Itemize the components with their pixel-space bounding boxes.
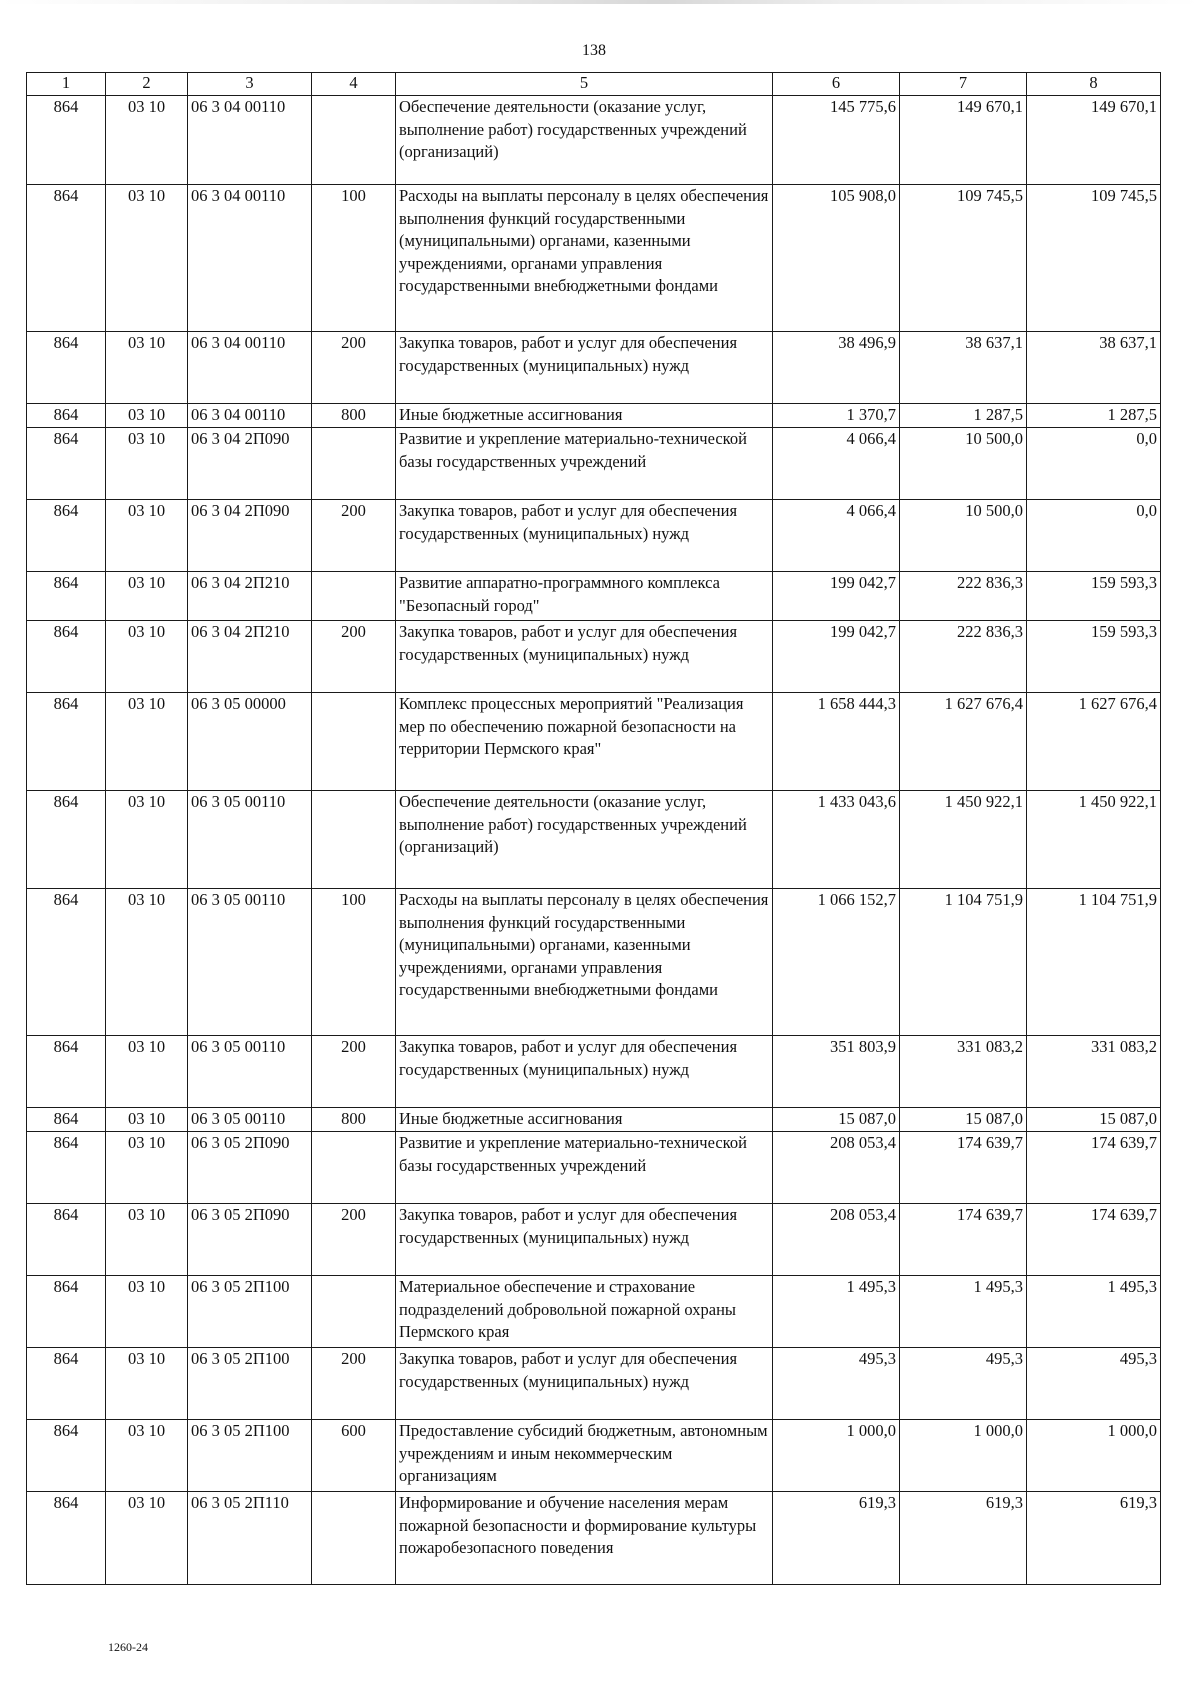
admin-code-cell: 864	[27, 572, 106, 621]
amount-col8-cell: 1 287,5	[1027, 404, 1161, 428]
admin-code-cell: 864	[27, 1036, 106, 1108]
amount-col6-cell: 4 066,4	[773, 500, 900, 572]
amount-col7-cell: 109 745,5	[900, 185, 1027, 332]
amount-col6-cell: 619,3	[773, 1492, 900, 1585]
table-row	[27, 1492, 1161, 1585]
expense-type-cell	[312, 791, 396, 889]
amount-col8-cell: 174 639,7	[1027, 1204, 1161, 1276]
expense-type-cell	[312, 572, 396, 621]
admin-code-cell: 864	[27, 404, 106, 428]
table-row	[27, 428, 1161, 500]
section-code-cell: 03 10	[106, 1348, 188, 1420]
section-code-cell: 03 10	[106, 621, 188, 693]
amount-col7-cell: 331 083,2	[900, 1036, 1027, 1108]
table-row	[27, 1108, 1161, 1132]
amount-col6-cell: 208 053,4	[773, 1204, 900, 1276]
name-cell: Иные бюджетные ассигнования	[396, 1108, 773, 1132]
amount-col8-cell: 1 495,3	[1027, 1276, 1161, 1348]
expense-type-cell: 100	[312, 889, 396, 1036]
amount-col7-cell: 1 104 751,9	[900, 889, 1027, 1036]
target-article-cell: 06 3 05 00110	[188, 889, 312, 1036]
table-row	[27, 889, 1161, 1036]
target-article-cell: 06 3 05 2П100	[188, 1420, 312, 1492]
amount-col7-cell: 174 639,7	[900, 1132, 1027, 1204]
admin-code-cell: 864	[27, 1108, 106, 1132]
target-article-cell: 06 3 04 2П210	[188, 572, 312, 621]
target-article-cell: 06 3 04 2П090	[188, 500, 312, 572]
amount-col6-cell: 1 658 444,3	[773, 693, 900, 791]
admin-code-cell: 864	[27, 185, 106, 332]
table-row	[27, 791, 1161, 889]
section-code-cell: 03 10	[106, 1492, 188, 1585]
amount-col6-cell: 1 433 043,6	[773, 791, 900, 889]
expense-type-cell: 200	[312, 500, 396, 572]
admin-code-cell: 864	[27, 1132, 106, 1204]
amount-col6-cell: 105 908,0	[773, 185, 900, 332]
section-code-cell: 03 10	[106, 1036, 188, 1108]
target-article-cell: 06 3 04 00110	[188, 185, 312, 332]
section-code-cell: 03 10	[106, 500, 188, 572]
amount-col6-cell: 15 087,0	[773, 1108, 900, 1132]
table-row	[27, 1204, 1161, 1276]
amount-col8-cell: 0,0	[1027, 428, 1161, 500]
admin-code-cell: 864	[27, 428, 106, 500]
target-article-cell: 06 3 05 00000	[188, 693, 312, 791]
name-cell: Закупка товаров, работ и услуг для обеспечения государственных (муниципальных) нужд	[396, 1036, 773, 1108]
amount-col8-cell: 15 087,0	[1027, 1108, 1161, 1132]
amount-col7-cell: 222 836,3	[900, 572, 1027, 621]
amount-col8-cell: 619,3	[1027, 1492, 1161, 1585]
scan-edge-artifact	[0, 0, 1200, 4]
expense-type-cell	[312, 96, 396, 185]
column-header-6: 6	[773, 73, 900, 96]
name-cell: Закупка товаров, работ и услуг для обеспечения государственных (муниципальных) нужд	[396, 1204, 773, 1276]
section-code-cell: 03 10	[106, 791, 188, 889]
name-cell: Закупка товаров, работ и услуг для обеспечения государственных (муниципальных) нужд	[396, 500, 773, 572]
column-header-4: 4	[312, 73, 396, 96]
target-article-cell: 06 3 05 2П110	[188, 1492, 312, 1585]
expense-type-cell	[312, 1276, 396, 1348]
amount-col6-cell: 351 803,9	[773, 1036, 900, 1108]
expense-type-cell: 200	[312, 621, 396, 693]
admin-code-cell: 864	[27, 621, 106, 693]
table-row	[27, 1036, 1161, 1108]
target-article-cell: 06 3 04 2П210	[188, 621, 312, 693]
amount-col6-cell: 1 000,0	[773, 1420, 900, 1492]
amount-col6-cell: 1 495,3	[773, 1276, 900, 1348]
table-row	[27, 1420, 1161, 1492]
table-row	[27, 1132, 1161, 1204]
expense-type-cell	[312, 428, 396, 500]
table-row	[27, 1276, 1161, 1348]
amount-col6-cell: 38 496,9	[773, 332, 900, 404]
section-code-cell: 03 10	[106, 1276, 188, 1348]
amount-col6-cell: 1 066 152,7	[773, 889, 900, 1036]
name-cell: Иные бюджетные ассигнования	[396, 404, 773, 428]
table-row	[27, 332, 1161, 404]
section-code-cell: 03 10	[106, 1108, 188, 1132]
section-code-cell: 03 10	[106, 693, 188, 791]
amount-col7-cell: 222 836,3	[900, 621, 1027, 693]
amount-col7-cell: 1 495,3	[900, 1276, 1027, 1348]
section-code-cell: 03 10	[106, 96, 188, 185]
amount-col8-cell: 38 637,1	[1027, 332, 1161, 404]
amount-col7-cell: 1 627 676,4	[900, 693, 1027, 791]
table-row	[27, 1348, 1161, 1420]
name-cell: Предоставление субсидий бюджетным, автономным учреждениям и иным некоммерческим организациям	[396, 1420, 773, 1492]
expense-type-cell: 200	[312, 1348, 396, 1420]
amount-col8-cell: 149 670,1	[1027, 96, 1161, 185]
table-row	[27, 404, 1161, 428]
amount-col6-cell: 495,3	[773, 1348, 900, 1420]
admin-code-cell: 864	[27, 1204, 106, 1276]
admin-code-cell: 864	[27, 1492, 106, 1585]
section-code-cell: 03 10	[106, 185, 188, 332]
name-cell: Обеспечение деятельности (оказание услуг, выполнение работ) государственных учреждений (организаций)	[396, 96, 773, 185]
admin-code-cell: 864	[27, 332, 106, 404]
amount-col7-cell: 495,3	[900, 1348, 1027, 1420]
amount-col8-cell: 159 593,3	[1027, 621, 1161, 693]
table-row	[27, 572, 1161, 621]
expense-type-cell: 100	[312, 185, 396, 332]
target-article-cell: 06 3 04 00110	[188, 96, 312, 185]
amount-col8-cell: 174 639,7	[1027, 1132, 1161, 1204]
target-article-cell: 06 3 05 00110	[188, 1108, 312, 1132]
section-code-cell: 03 10	[106, 889, 188, 1036]
section-code-cell: 03 10	[106, 1420, 188, 1492]
column-header-2: 2	[106, 73, 188, 96]
amount-col6-cell: 199 042,7	[773, 572, 900, 621]
document-code: 1260-24	[108, 1640, 148, 1654]
expense-type-cell	[312, 1132, 396, 1204]
expense-type-cell: 600	[312, 1420, 396, 1492]
amount-col8-cell: 0,0	[1027, 500, 1161, 572]
admin-code-cell: 864	[27, 889, 106, 1036]
column-header-5: 5	[396, 73, 773, 96]
table-row	[27, 185, 1161, 332]
amount-col7-cell: 10 500,0	[900, 500, 1027, 572]
table-row	[27, 621, 1161, 693]
target-article-cell: 06 3 04 00110	[188, 404, 312, 428]
page-number: 138	[582, 42, 606, 59]
amount-col7-cell: 1 287,5	[900, 404, 1027, 428]
target-article-cell: 06 3 05 2П090	[188, 1204, 312, 1276]
amount-col8-cell: 1 450 922,1	[1027, 791, 1161, 889]
table-row	[27, 500, 1161, 572]
target-article-cell: 06 3 05 00110	[188, 791, 312, 889]
name-cell: Расходы на выплаты персоналу в целях обеспечения выполнения функций государственными (муниципальными) органами, казенными учреждениями, органами управления государственными внебюджетными фондами	[396, 889, 773, 1036]
amount-col8-cell: 109 745,5	[1027, 185, 1161, 332]
amount-col7-cell: 149 670,1	[900, 96, 1027, 185]
name-cell: Расходы на выплаты персоналу в целях обеспечения выполнения функций государственными (муниципальными) органами, казенными учреждениями, органами управления государственными внебюджетными фондами	[396, 185, 773, 332]
name-cell: Развитие и укрепление материально-технической базы государственных учреждений	[396, 428, 773, 500]
column-header-8: 8	[1027, 73, 1161, 96]
expense-type-cell: 200	[312, 1036, 396, 1108]
amount-col7-cell: 15 087,0	[900, 1108, 1027, 1132]
name-cell: Обеспечение деятельности (оказание услуг, выполнение работ) государственных учреждений (организаций)	[396, 791, 773, 889]
target-article-cell: 06 3 04 00110	[188, 332, 312, 404]
amount-col8-cell: 1 000,0	[1027, 1420, 1161, 1492]
budget-table	[26, 72, 1161, 1585]
expense-type-cell: 200	[312, 332, 396, 404]
name-cell: Развитие аппаратно-программного комплекса "Безопасный город"	[396, 572, 773, 621]
name-cell: Комплекс процессных мероприятий "Реализация мер по обеспечению пожарной безопасности на территории Пермского края"	[396, 693, 773, 791]
name-cell: Закупка товаров, работ и услуг для обеспечения государственных (муниципальных) нужд	[396, 621, 773, 693]
name-cell: Закупка товаров, работ и услуг для обеспечения государственных (муниципальных) нужд	[396, 332, 773, 404]
section-code-cell: 03 10	[106, 1132, 188, 1204]
expense-type-cell	[312, 1492, 396, 1585]
section-code-cell: 03 10	[106, 572, 188, 621]
expense-type-cell: 200	[312, 1204, 396, 1276]
column-header-7: 7	[900, 73, 1027, 96]
target-article-cell: 06 3 05 2П100	[188, 1348, 312, 1420]
table-row	[27, 693, 1161, 791]
amount-col7-cell: 1 000,0	[900, 1420, 1027, 1492]
name-cell: Материальное обеспечение и страхование подразделений добровольной пожарной охраны Пермского края	[396, 1276, 773, 1348]
target-article-cell: 06 3 05 00110	[188, 1036, 312, 1108]
admin-code-cell: 864	[27, 1276, 106, 1348]
amount-col8-cell: 159 593,3	[1027, 572, 1161, 621]
amount-col6-cell: 145 775,6	[773, 96, 900, 185]
expense-type-cell	[312, 693, 396, 791]
amount-col8-cell: 1 104 751,9	[1027, 889, 1161, 1036]
target-article-cell: 06 3 05 2П100	[188, 1276, 312, 1348]
amount-col7-cell: 1 450 922,1	[900, 791, 1027, 889]
amount-col6-cell: 199 042,7	[773, 621, 900, 693]
name-cell: Информирование и обучение населения мерам пожарной безопасности и формирование культуры пожаробезопасного поведения	[396, 1492, 773, 1585]
admin-code-cell: 864	[27, 1348, 106, 1420]
section-code-cell: 03 10	[106, 428, 188, 500]
amount-col8-cell: 495,3	[1027, 1348, 1161, 1420]
name-cell: Развитие и укрепление материально-технической базы государственных учреждений	[396, 1132, 773, 1204]
target-article-cell: 06 3 04 2П090	[188, 428, 312, 500]
name-cell: Закупка товаров, работ и услуг для обеспечения государственных (муниципальных) нужд	[396, 1348, 773, 1420]
amount-col6-cell: 1 370,7	[773, 404, 900, 428]
admin-code-cell: 864	[27, 500, 106, 572]
amount-col7-cell: 38 637,1	[900, 332, 1027, 404]
amount-col7-cell: 10 500,0	[900, 428, 1027, 500]
section-code-cell: 03 10	[106, 332, 188, 404]
expense-type-cell: 800	[312, 1108, 396, 1132]
amount-col7-cell: 619,3	[900, 1492, 1027, 1585]
table-row	[27, 96, 1161, 185]
column-header-1: 1	[27, 73, 106, 96]
admin-code-cell: 864	[27, 693, 106, 791]
amount-col8-cell: 331 083,2	[1027, 1036, 1161, 1108]
admin-code-cell: 864	[27, 96, 106, 185]
amount-col7-cell: 174 639,7	[900, 1204, 1027, 1276]
section-code-cell: 03 10	[106, 404, 188, 428]
amount-col8-cell: 1 627 676,4	[1027, 693, 1161, 791]
amount-col6-cell: 208 053,4	[773, 1132, 900, 1204]
column-number-row	[27, 73, 1161, 96]
target-article-cell: 06 3 05 2П090	[188, 1132, 312, 1204]
admin-code-cell: 864	[27, 791, 106, 889]
amount-col6-cell: 4 066,4	[773, 428, 900, 500]
expense-type-cell: 800	[312, 404, 396, 428]
section-code-cell: 03 10	[106, 1204, 188, 1276]
column-header-3: 3	[188, 73, 312, 96]
admin-code-cell: 864	[27, 1420, 106, 1492]
